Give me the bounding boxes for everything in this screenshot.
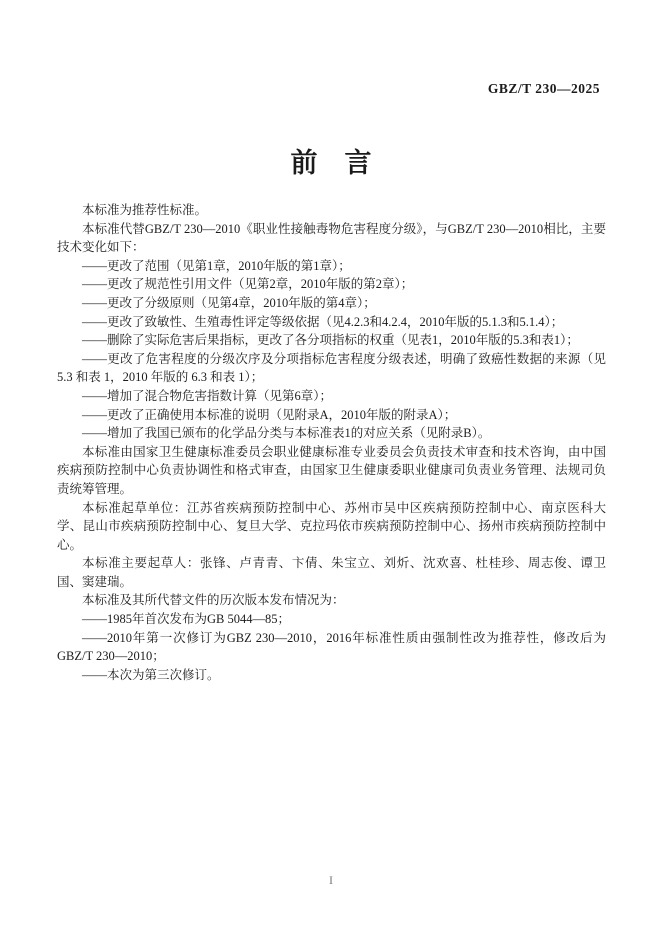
- history-list-item: ——1985年首次发布为GB 5044—85；: [82, 612, 290, 627]
- paragraph: 本标准及其所代替文件的历次版本发布情况为：: [82, 593, 345, 608]
- change-list-item: ——更改了危害程度的分级次序及分项指标危害程度分级表述，明确了致癌性数据的来源（见 5.3 和表 1，2010 年版的 6.3 和表 1）；: [57, 351, 606, 385]
- page-title: 前 言: [290, 148, 372, 178]
- change-list-item: ——更改了范围（见第1章，2010年版的第1章）；: [82, 258, 351, 273]
- change-list-item: ——更改了致敏性、生殖毒性评定等级依据（见4.2.3和4.2.4，2010年版的5.1.3和5.1.4）；: [82, 314, 564, 329]
- change-list-item: ——更改了规范性引用文件（见第2章，2010年版的第2章）；: [82, 277, 414, 292]
- change-list-item: ——增加了混合物危害指数计算（见第6章）；: [82, 388, 333, 403]
- change-list-item: ——更改了正确使用本标准的说明（见附录A，2010年版的附录A）；: [82, 407, 457, 422]
- paragraph: 本标准代替GBZ/T 230—2010《职业性接触毒物危害程度分级》，与GBZ/T 230—2010相比，主要技术变化如下：: [57, 221, 606, 255]
- foreword-body: [57, 201, 606, 684]
- history-list-item: ——2010年第一次修订为GBZ 230—2010，2016年标准性质由强制性改为推荐性，修改后为GBZ/T 230—2010；: [57, 630, 606, 664]
- paragraph: 本标准由国家卫生健康标准委员会职业健康标准专业委员会负责技术审查和技术咨询，由中国疾病预防控制中心负责协调性和格式审查，由国家卫生健康委职业健康司负责业务管理、法规司负责统筹管理。: [57, 444, 606, 496]
- page-number: I: [329, 873, 333, 887]
- change-list-item: ——删除了实际危害后果指标，更改了各分项指标的权重（见表1，2010年版的5.3和表1）；: [82, 333, 579, 348]
- change-list-item: ——更改了分级原则（见第4章，2010年版的第4章）；: [82, 295, 376, 310]
- standard-number-header: GBZ/T 230—2025: [487, 81, 600, 96]
- paragraph: 本标准主要起草人：张锋、卢青青、卞倩、朱宝立、刘炘、沈欢喜、杜桂珍、周志俊、谭卫国、窦建瑞。: [57, 556, 606, 589]
- history-list-item: ——本次为第三次修订。: [82, 667, 220, 682]
- paragraph: 本标准为推荐性标准。: [82, 203, 208, 217]
- paragraph: 本标准起草单位：江苏省疾病预防控制中心、苏州市吴中区疾病预防控制中心、南京医科大学、昆山市疾病预防控制中心、复旦大学、克拉玛依市疾病预防控制中心、扬州市疾病预防控制中心。: [57, 500, 606, 552]
- change-list-item: ——增加了我国已颁布的化学品分类与本标准表1的对应关系（见附录B）。: [82, 426, 491, 441]
